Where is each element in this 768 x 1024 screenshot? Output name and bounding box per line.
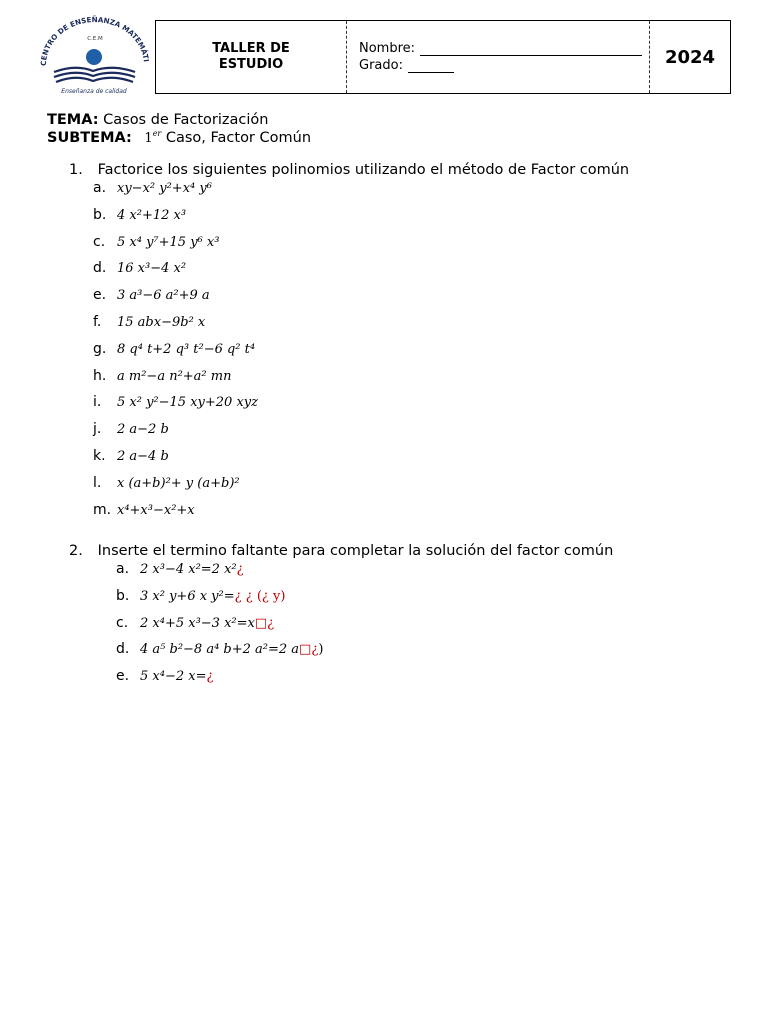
exercise-label: e.	[116, 668, 130, 685]
exercise-item	[93, 234, 219, 250]
exercise-item	[116, 615, 274, 631]
exercise-item	[93, 475, 240, 491]
exercise-expression: 16 x³−4 x²	[117, 261, 187, 277]
exercise-item	[116, 641, 323, 657]
topic-block	[47, 111, 311, 148]
exercise-item	[93, 394, 258, 410]
exercise-item	[93, 180, 212, 196]
title-line-2: ESTUDIO	[218, 57, 284, 72]
missing-term-placeholder[interactable]: □¿	[299, 642, 319, 658]
tema-label: TEMA:	[47, 112, 99, 128]
student-fields	[347, 21, 650, 93]
missing-term-placeholder[interactable]: ¿	[206, 669, 214, 685]
exercise-expression: 5 x² y²−15 xy+20 xyz	[117, 395, 258, 411]
exercise-expression: 2 a−2 b	[117, 422, 169, 438]
exercise-item	[93, 341, 255, 357]
logo-tagline: Enseñanza de calidad	[61, 88, 127, 95]
tema-line	[47, 111, 311, 129]
subtema-ordinal: 1er	[144, 129, 162, 146]
exercise-expression: xy−x² y²+x⁴ y⁶	[117, 181, 212, 196]
missing-term-placeholder[interactable]: □¿	[254, 615, 275, 631]
exercise-expression: 4 a⁵ b²−8 a⁴ b+2 a²=2 a	[140, 642, 300, 658]
name-blank[interactable]	[420, 43, 642, 56]
logo-arc-text: CENTRO DE ENSEÑANZA MATEMÁTI	[38, 15, 151, 67]
exercise-expression: a m²−a n²+a² mn	[117, 368, 232, 384]
subtema-label: SUBTEMA:	[47, 130, 132, 146]
exercise-expression: 4 x²+12 x³	[117, 207, 187, 223]
exercise-label: c.	[93, 233, 106, 250]
name-label: Nombre:	[359, 41, 416, 56]
question-2-text: Inserte el termino faltante para completar la solución del factor común	[97, 543, 614, 559]
exercise-expression: 15 abx−9b² x	[117, 315, 206, 330]
missing-term-placeholder[interactable]: ¿	[236, 562, 244, 577]
subtema-line	[47, 129, 311, 148]
exercise-label: e.	[93, 287, 107, 304]
exercise-item	[93, 502, 195, 518]
logo-initials: C.E.M	[87, 36, 103, 42]
name-field-row	[359, 39, 649, 56]
exercise-label: j.	[93, 421, 102, 438]
exercise-label: c.	[116, 614, 129, 631]
missing-term-placeholder[interactable]: ¿ ¿ (¿ y)	[234, 588, 286, 604]
subtema-value: Caso, Factor Común	[165, 130, 312, 146]
exercise-label: a.	[116, 561, 130, 577]
exercise-item	[116, 561, 244, 577]
grade-field-row	[359, 56, 649, 73]
exercise-label: b.	[116, 587, 130, 604]
exercise-item	[93, 421, 169, 437]
exercise-label: i.	[93, 394, 102, 411]
exercise-label: d.	[116, 641, 130, 658]
grade-blank[interactable]	[408, 60, 454, 73]
exercise-item	[116, 668, 213, 684]
grade-label: Grado:	[359, 58, 403, 73]
exercise-item	[93, 287, 210, 303]
question-1	[69, 162, 629, 178]
header-box	[155, 20, 731, 94]
exercise-expression: 5 x⁴ y⁷+15 y⁶ x³	[117, 234, 220, 250]
exercise-item	[93, 207, 186, 223]
question-1-number: 1.	[69, 162, 83, 178]
question-2	[69, 543, 613, 559]
exercise-label: l.	[93, 474, 102, 491]
exercise-label: h.	[93, 367, 107, 384]
tema-value: Casos de Factorización	[103, 112, 269, 128]
exercise-expression: 2 x⁴+5 x³−3 x²=x	[140, 615, 255, 631]
exercise-expression: 2 x³−4 x²=2 x²	[140, 562, 237, 577]
school-logo	[36, 14, 154, 98]
exercise-expression: x⁴+x³−x²+x	[117, 502, 195, 518]
expression-tail: )	[318, 642, 324, 658]
exercise-expression: 8 q⁴ t+2 q³ t²−6 q² t⁴	[117, 341, 256, 357]
exercise-label: d.	[93, 260, 107, 277]
exercise-label: m.	[93, 501, 112, 518]
exercise-item	[93, 314, 205, 330]
question-1-text: Factorice los siguientes polinomios utilizando el método de Factor común	[97, 162, 630, 178]
exercise-item	[93, 260, 186, 276]
exercise-expression: 5 x⁴−2 x=	[140, 669, 207, 685]
exercise-expression: x (a+b)²+ y (a+b)²	[117, 475, 240, 491]
exercise-label: g.	[93, 340, 107, 357]
exercise-label: b.	[93, 206, 107, 223]
worksheet-title	[156, 21, 347, 93]
exercise-label: k.	[93, 448, 106, 464]
exercise-item	[93, 448, 169, 464]
year: 2024	[664, 46, 716, 68]
exercise-item	[116, 588, 285, 604]
title-line-1: TALLER DE	[212, 41, 290, 56]
question-2-number: 2.	[69, 543, 83, 559]
exercise-expression: 3 a³−6 a²+9 a	[117, 288, 210, 304]
exercise-expression: 3 x² y+6 x y²=	[140, 588, 235, 604]
exercise-expression: 2 a−4 b	[117, 449, 169, 464]
exercise-label: f.	[93, 314, 102, 330]
exercise-label: a.	[93, 180, 107, 196]
exercise-item	[93, 368, 231, 384]
